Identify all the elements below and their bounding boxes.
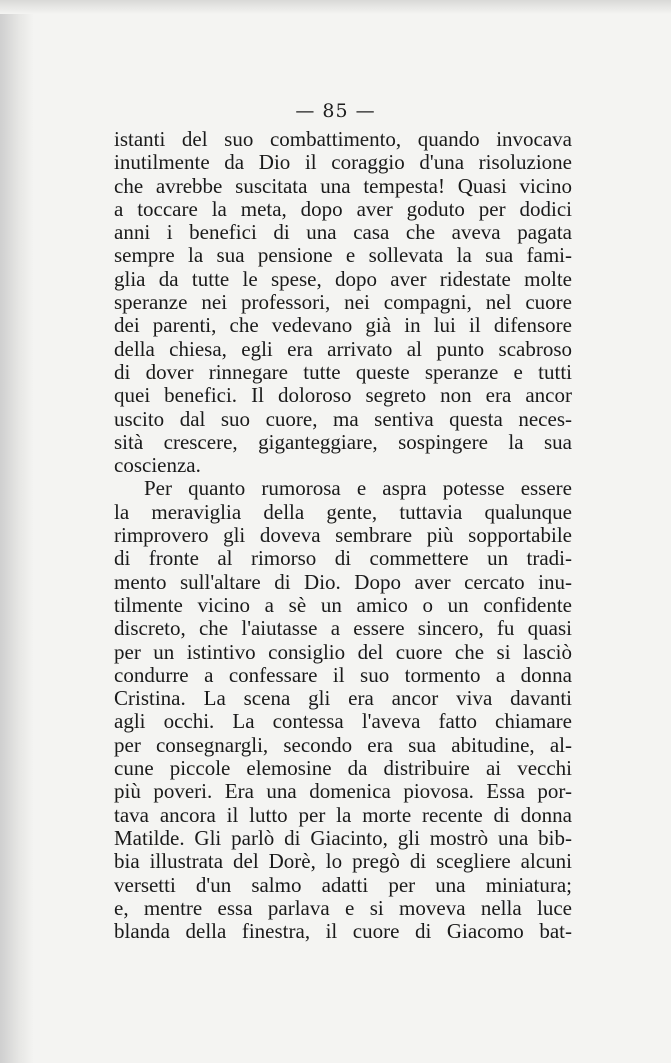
text-line: di dover rinnegare tutte queste speranze e tutti: [114, 359, 572, 384]
text-line: anni i benefici di una casa che aveva pagata: [114, 220, 572, 245]
text-line: e, mentre essa parlava e si moveva nella luce: [114, 895, 572, 920]
text-line: coscienza.: [114, 453, 201, 478]
text-line: dei parenti, che vedevano già in lui il difensore: [114, 313, 572, 338]
text-line: inutilmente da Dio il coraggio d'una risoluzione: [114, 150, 572, 175]
text-line: di fronte al rimorso di commettere un tradi-: [114, 546, 572, 571]
text-line: che avrebbe suscitata una tempesta! Quasi vicino: [114, 173, 572, 198]
text-line: per consegnargli, secondo era sua abitudine, al-: [114, 732, 572, 757]
text-line: rimprovero gli doveva sembrare più sopportabile: [114, 523, 572, 548]
top-edge-shadow: [0, 0, 671, 14]
text-line: tava ancora il lutto per la morte recente di donna: [114, 802, 572, 827]
text-line: uscito dal suo cuore, ma sentiva questa neces-: [114, 406, 572, 431]
text-line: Matilde. Gli parlò di Giacinto, gli mostrò una bib-: [114, 825, 572, 850]
text-line: agli occhi. La contessa l'aveva fatto chiamare: [114, 709, 572, 734]
text-line: cune piccole elemosine da distribuire ai vecchi: [114, 756, 572, 781]
text-line: della chiesa, egli era arrivato al punto scabroso: [114, 336, 572, 361]
body-text: [114, 128, 572, 943]
text-line: condurre a confessare il suo tormento a donna: [114, 662, 572, 687]
text-line: la meraviglia della gente, tuttavia qualunque: [114, 499, 572, 524]
text-line: Cristina. La scena gli era ancor viva davanti: [114, 686, 572, 711]
text-line: quei benefici. Il doloroso segreto non era ancor: [114, 383, 572, 408]
text-line: sità crescere, giganteggiare, sospingere la sua: [114, 429, 572, 454]
text-line: sempre la sua pensione e sollevata la sua fami-: [114, 243, 572, 268]
text-line: bia illustrata del Dorè, lo pregò di scegliere alcuni: [114, 849, 572, 874]
text-line: discreto, che l'aiutasse a essere sincero, fu quasi: [114, 616, 572, 641]
text-line: mento sull'altare di Dio. Dopo aver cercato inu-: [114, 569, 572, 594]
text-line: glia da tutte le spese, dopo aver ridestate molte: [114, 266, 572, 291]
text-line: Per quanto rumorosa e aspra potesse essere: [144, 476, 572, 501]
text-line: istanti del suo combattimento, quando invocava: [114, 127, 572, 151]
text-line: speranze nei professori, nei compagni, nel cuore: [114, 290, 572, 315]
text-line: tilmente vicino a sè un amico o un confidente: [114, 592, 572, 617]
text-line: per un istintivo consiglio del cuore che si lasciò: [114, 639, 572, 664]
text-line: versetti d'un salmo adatti per una miniatura;: [114, 872, 572, 897]
text-line: più poveri. Era una domenica piovosa. Essa por-: [114, 779, 572, 804]
spine-shadow: [0, 0, 34, 1063]
page-number: — 85 —: [295, 100, 376, 122]
text-line: blanda della finestra, il cuore di Giacomo bat-: [114, 919, 572, 944]
text-line: a toccare la meta, dopo aver goduto per dodici: [114, 196, 572, 221]
